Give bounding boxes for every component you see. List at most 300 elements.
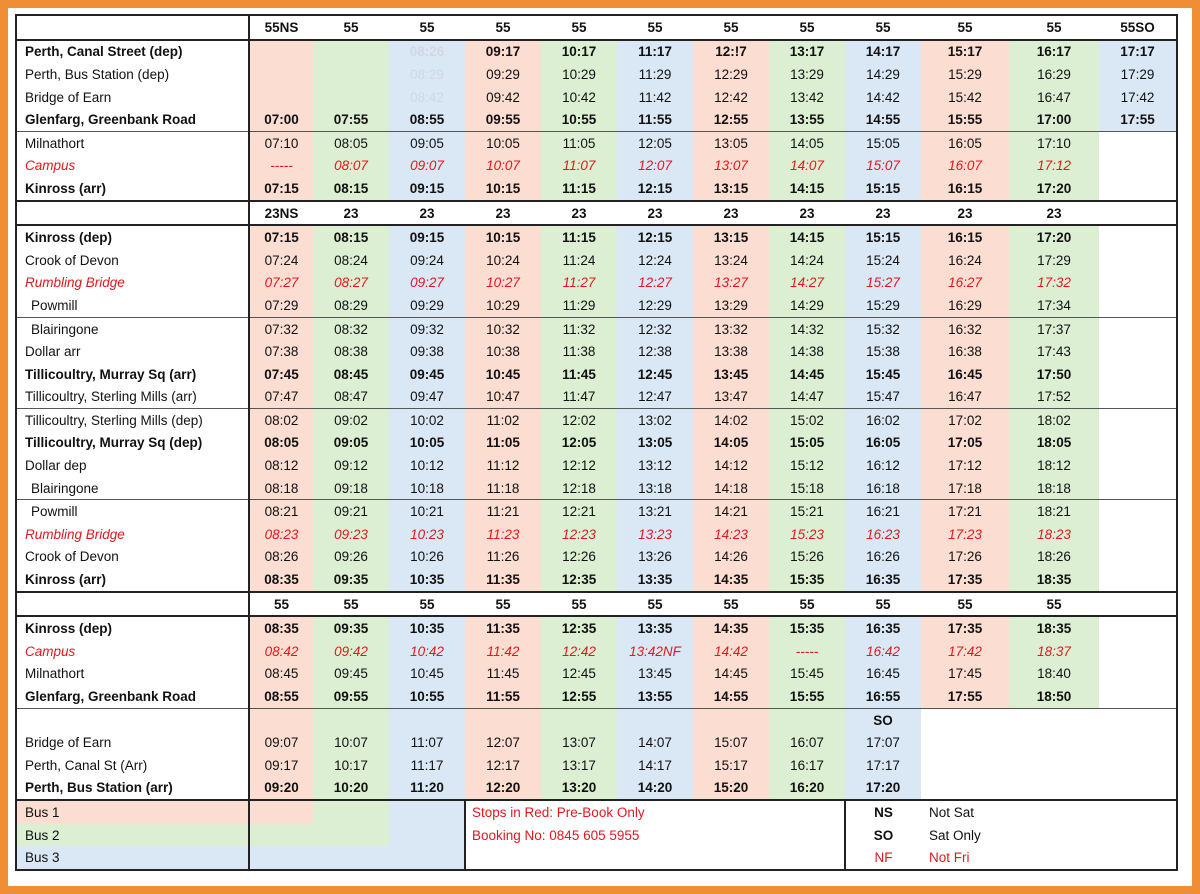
- departure-time: 15:02: [769, 409, 845, 432]
- departure-time: -----: [769, 640, 845, 663]
- departure-time: [313, 63, 389, 86]
- departure-time: [1099, 386, 1177, 409]
- departure-time: 13:23: [617, 523, 693, 546]
- departure-time: 17:23: [921, 523, 1009, 546]
- departure-time: 16:17: [1009, 40, 1099, 64]
- departure-time: 08:38: [313, 340, 389, 363]
- departure-time: 17:52: [1009, 386, 1099, 409]
- departure-time: 17:10: [1009, 131, 1099, 154]
- departure-time: 11:38: [541, 340, 617, 363]
- departure-time: 18:02: [1009, 409, 1099, 432]
- departure-time: [1099, 777, 1177, 801]
- departure-time: 12:29: [693, 63, 769, 86]
- route-number: 23: [921, 201, 1009, 226]
- departure-time: 10:02: [389, 409, 465, 432]
- departure-time: 11:35: [465, 616, 541, 640]
- timetable-row: [16, 40, 1177, 64]
- stop-name: Blairingone: [16, 477, 249, 500]
- section-header-row: [16, 15, 1177, 40]
- departure-time: [1099, 616, 1177, 640]
- departure-time: 17:29: [1099, 63, 1177, 86]
- departure-time: 09:20: [249, 777, 313, 801]
- departure-time: 18:35: [1009, 568, 1099, 592]
- stop-name: Tillicoultry, Sterling Mills (dep): [16, 409, 249, 432]
- legend-meaning: Not Fri: [929, 850, 970, 866]
- departure-time: 07:15: [249, 177, 313, 201]
- legend-code: NF: [874, 850, 893, 866]
- departure-time: 16:35: [845, 568, 921, 592]
- departure-time: 11:20: [389, 777, 465, 801]
- departure-time: 07:00: [249, 108, 313, 131]
- departure-time: 09:35: [313, 616, 389, 640]
- departure-time: 15:45: [845, 363, 921, 386]
- departure-time: 09:05: [389, 131, 465, 154]
- stop-name: Campus: [16, 155, 249, 178]
- stop-name: Dollar arr: [16, 340, 249, 363]
- departure-time: 16:07: [921, 155, 1009, 178]
- stop-name: Glenfarg, Greenbank Road: [16, 685, 249, 708]
- departure-time: 12:35: [541, 568, 617, 592]
- departure-time: 14:26: [693, 546, 769, 569]
- departure-time: 10:45: [389, 663, 465, 686]
- timetable-row: [16, 249, 1177, 272]
- departure-time: 15:05: [769, 432, 845, 455]
- departure-time: 13:07: [541, 731, 617, 754]
- timetable-row: [16, 386, 1177, 409]
- departure-time: 10:17: [541, 40, 617, 64]
- departure-time: 18:05: [1009, 432, 1099, 455]
- legend-meaning: Not Sat: [921, 800, 1177, 824]
- section-header-row: [16, 201, 1177, 226]
- departure-time: 08:42: [389, 86, 465, 109]
- departure-time: 14:05: [693, 432, 769, 455]
- departure-time: 10:55: [541, 108, 617, 131]
- departure-time: 14:15: [769, 225, 845, 249]
- departure-time: 15:29: [921, 63, 1009, 86]
- departure-time: 11:26: [465, 546, 541, 569]
- departure-time: 09:42: [313, 640, 389, 663]
- legend-row: [16, 846, 1177, 870]
- departure-time: 12:17: [465, 754, 541, 777]
- departure-time: [1099, 523, 1177, 546]
- departure-time: 13:05: [693, 131, 769, 154]
- departure-time: 13:18: [617, 477, 693, 500]
- departure-time: [1009, 777, 1099, 801]
- route-number: 55: [1009, 15, 1099, 40]
- departure-time: 11:55: [617, 108, 693, 131]
- departure-time: 10:05: [465, 131, 541, 154]
- route-number: 23NS: [249, 201, 313, 226]
- departure-time: 15:18: [769, 477, 845, 500]
- departure-time: 17:18: [921, 477, 1009, 500]
- route-number: 55: [389, 592, 465, 617]
- departure-time: 07:10: [249, 131, 313, 154]
- departure-time: 15:17: [693, 754, 769, 777]
- departure-time: 10:27: [465, 272, 541, 295]
- departure-time: 12:05: [617, 131, 693, 154]
- departure-time: 13:12: [617, 454, 693, 477]
- stop-name: Tillicoultry, Murray Sq (arr): [16, 363, 249, 386]
- section-header-row: [16, 592, 1177, 617]
- departure-time: 13:26: [617, 546, 693, 569]
- departure-time: 15:12: [769, 454, 845, 477]
- departure-time: 08:24: [313, 249, 389, 272]
- timetable-row: [16, 477, 1177, 500]
- departure-time: 15:07: [845, 155, 921, 178]
- route-number: 55SO: [1099, 15, 1177, 40]
- departure-time: 14:55: [845, 108, 921, 131]
- departure-time: 07:32: [249, 317, 313, 340]
- departure-time: 15:07: [693, 731, 769, 754]
- departure-time: 16:38: [921, 340, 1009, 363]
- departure-time: 17:17: [1099, 40, 1177, 64]
- route-number: [1099, 201, 1177, 226]
- departure-time: 13:17: [769, 40, 845, 64]
- departure-time: [1099, 294, 1177, 317]
- departure-time: [1099, 454, 1177, 477]
- departure-time: 17:05: [921, 432, 1009, 455]
- departure-time: 11:29: [617, 63, 693, 86]
- bus-color-swatch: [389, 824, 465, 847]
- timetable-row: [16, 177, 1177, 201]
- timetable-row: [16, 409, 1177, 432]
- departure-time: 13:55: [617, 685, 693, 708]
- departure-time: 17:20: [1009, 177, 1099, 201]
- departure-time: 09:12: [313, 454, 389, 477]
- departure-time: 17:37: [1009, 317, 1099, 340]
- departure-time: 16:35: [845, 616, 921, 640]
- departure-time: [1099, 708, 1177, 731]
- departure-time: 08:18: [249, 477, 313, 500]
- departure-time: [921, 777, 1009, 801]
- departure-time: 14:45: [693, 663, 769, 686]
- departure-time: [313, 86, 389, 109]
- departure-time: 15:55: [769, 685, 845, 708]
- timetable-row: [16, 523, 1177, 546]
- departure-time: [1009, 708, 1099, 731]
- departure-time: 17:55: [1099, 108, 1177, 131]
- departure-time: 08:45: [249, 663, 313, 686]
- departure-time: 12:32: [617, 317, 693, 340]
- departure-time: 15:42: [921, 86, 1009, 109]
- departure-time: 08:45: [313, 363, 389, 386]
- departure-time: 09:02: [313, 409, 389, 432]
- departure-time: 08:05: [249, 432, 313, 455]
- departure-time: [249, 708, 313, 731]
- departure-time: 17:20: [1009, 225, 1099, 249]
- timetable-row: [16, 432, 1177, 455]
- departure-time: 11:27: [541, 272, 617, 295]
- timetable-row: [16, 294, 1177, 317]
- departure-time: 11:42: [617, 86, 693, 109]
- departure-time: 09:47: [389, 386, 465, 409]
- departure-time: 13:35: [617, 568, 693, 592]
- departure-time: 12:27: [617, 272, 693, 295]
- departure-time: 17:43: [1009, 340, 1099, 363]
- departure-time: 09:29: [465, 63, 541, 86]
- route-number: 23: [693, 201, 769, 226]
- departure-time: 16:15: [921, 225, 1009, 249]
- departure-time: 14:23: [693, 523, 769, 546]
- departure-time: 12:02: [541, 409, 617, 432]
- departure-time: 13:45: [617, 663, 693, 686]
- departure-time: 15:35: [769, 568, 845, 592]
- departure-time: 12:05: [541, 432, 617, 455]
- timetable-row: [16, 708, 1177, 731]
- bus-color-swatch: [249, 800, 313, 824]
- timetable-row: [16, 225, 1177, 249]
- departure-time: 08:02: [249, 409, 313, 432]
- departure-time: 11:21: [465, 500, 541, 523]
- departure-time: 09:23: [313, 523, 389, 546]
- departure-time: 17:12: [921, 454, 1009, 477]
- departure-time: 16:45: [921, 363, 1009, 386]
- departure-time: 17:29: [1009, 249, 1099, 272]
- departure-time: 12:07: [465, 731, 541, 754]
- departure-time: 13:07: [693, 155, 769, 178]
- departure-time: 08:23: [249, 523, 313, 546]
- departure-time: 16:21: [845, 500, 921, 523]
- departure-time: 18:12: [1009, 454, 1099, 477]
- departure-time: 10:20: [313, 777, 389, 801]
- departure-time: 11:02: [465, 409, 541, 432]
- departure-time: [1099, 500, 1177, 523]
- departure-time: 16:23: [845, 523, 921, 546]
- departure-time: 11:07: [541, 155, 617, 178]
- departure-time: 08:21: [249, 500, 313, 523]
- departure-time: 11:05: [541, 131, 617, 154]
- departure-time: 08:35: [249, 616, 313, 640]
- departure-time: 13:02: [617, 409, 693, 432]
- departure-time: 11:23: [465, 523, 541, 546]
- departure-time: 12:42: [541, 640, 617, 663]
- departure-time: 10:29: [541, 63, 617, 86]
- departure-time: [1099, 155, 1177, 178]
- departure-time: [1099, 340, 1177, 363]
- departure-time: 16:12: [845, 454, 921, 477]
- departure-time: SO: [845, 708, 921, 731]
- stop-name: Rumbling Bridge: [16, 272, 249, 295]
- departure-time: 14:35: [693, 616, 769, 640]
- stop-name: Kinross (dep): [16, 616, 249, 640]
- departure-time: 10:38: [465, 340, 541, 363]
- departure-time: 18:40: [1009, 663, 1099, 686]
- departure-time: 12:29: [617, 294, 693, 317]
- departure-time: 15:21: [769, 500, 845, 523]
- departure-time: 14:55: [693, 685, 769, 708]
- departure-time: 09:17: [465, 40, 541, 64]
- departure-time: 12:15: [617, 225, 693, 249]
- route-number: 23: [465, 201, 541, 226]
- departure-time: 15:15: [845, 177, 921, 201]
- stop-name: Kinross (dep): [16, 225, 249, 249]
- departure-time: 12:20: [465, 777, 541, 801]
- departure-time: 14:42: [845, 86, 921, 109]
- departure-time: 15:47: [845, 386, 921, 409]
- departure-time: 14:15: [769, 177, 845, 201]
- departure-time: [921, 731, 1009, 754]
- departure-time: [1099, 731, 1177, 754]
- departure-time: -----: [249, 155, 313, 178]
- departure-time: 09:32: [389, 317, 465, 340]
- departure-time: 14:45: [769, 363, 845, 386]
- timetable-row: [16, 363, 1177, 386]
- departure-time: 12:55: [693, 108, 769, 131]
- timetable-row: [16, 777, 1177, 801]
- departure-time: 14:35: [693, 568, 769, 592]
- route-number: 23: [313, 201, 389, 226]
- legend-row: [16, 800, 1177, 824]
- booking-note: Stops in Red: Pre-Book Only: [465, 800, 845, 824]
- departure-time: 11:17: [617, 40, 693, 64]
- departure-time: 12:12: [541, 454, 617, 477]
- departure-time: [693, 708, 769, 731]
- legend-code: NS: [845, 800, 921, 824]
- departure-time: [1099, 663, 1177, 686]
- departure-time: 11:15: [541, 225, 617, 249]
- departure-time: 12:!7: [693, 40, 769, 64]
- departure-time: [249, 63, 313, 86]
- departure-time: 13:45: [693, 363, 769, 386]
- departure-time: 16:07: [769, 731, 845, 754]
- departure-time: 10:26: [389, 546, 465, 569]
- departure-time: 16:15: [921, 177, 1009, 201]
- departure-time: 12:26: [541, 546, 617, 569]
- route-number: 55: [249, 592, 313, 617]
- route-number: 55: [465, 592, 541, 617]
- departure-time: 13:05: [617, 432, 693, 455]
- departure-time: [313, 708, 389, 731]
- route-number: 55: [693, 15, 769, 40]
- route-number: [1099, 592, 1177, 617]
- departure-time: 11:05: [465, 432, 541, 455]
- departure-time: 14:12: [693, 454, 769, 477]
- departure-time: 14:17: [845, 40, 921, 64]
- timetable-row: [16, 317, 1177, 340]
- timetable-row: [16, 568, 1177, 592]
- departure-time: 13:29: [693, 294, 769, 317]
- departure-time: 08:29: [389, 63, 465, 86]
- departure-time: 11:29: [541, 294, 617, 317]
- departure-time: 17:02: [921, 409, 1009, 432]
- departure-time: 11:17: [389, 754, 465, 777]
- departure-time: 07:55: [313, 108, 389, 131]
- departure-time: 13:15: [693, 177, 769, 201]
- route-number: 55: [541, 15, 617, 40]
- timetable-row: [16, 754, 1177, 777]
- departure-time: 07:38: [249, 340, 313, 363]
- stop-name: Milnathort: [16, 663, 249, 686]
- departure-time: 10:05: [389, 432, 465, 455]
- departure-time: 13:42: [769, 86, 845, 109]
- departure-time: 10:29: [465, 294, 541, 317]
- route-number: 55: [921, 15, 1009, 40]
- departure-time: 09:05: [313, 432, 389, 455]
- stop-name: Campus: [16, 640, 249, 663]
- departure-time: 15:55: [921, 108, 1009, 131]
- departure-time: [1099, 317, 1177, 340]
- departure-time: 10:21: [389, 500, 465, 523]
- departure-time: 13:20: [541, 777, 617, 801]
- departure-time: [1099, 249, 1177, 272]
- timetable-row: [16, 731, 1177, 754]
- departure-time: 15:20: [693, 777, 769, 801]
- departure-time: 11:07: [389, 731, 465, 754]
- departure-time: 12:07: [617, 155, 693, 178]
- departure-time: 17:32: [1009, 272, 1099, 295]
- departure-time: [1099, 131, 1177, 154]
- route-number: 55: [313, 592, 389, 617]
- timetable-row: [16, 685, 1177, 708]
- departure-time: 08:35: [249, 568, 313, 592]
- departure-time: 16:45: [845, 663, 921, 686]
- departure-time: 13:47: [693, 386, 769, 409]
- departure-time: 11:45: [465, 663, 541, 686]
- departure-time: 10:15: [465, 225, 541, 249]
- departure-time: 11:55: [465, 685, 541, 708]
- departure-time: 17:20: [845, 777, 921, 801]
- departure-time: 18:50: [1009, 685, 1099, 708]
- departure-time: 12:15: [617, 177, 693, 201]
- route-number: 55: [845, 15, 921, 40]
- stop-name: Kinross (arr): [16, 177, 249, 201]
- departure-time: [617, 708, 693, 731]
- departure-time: [1099, 272, 1177, 295]
- departure-time: 12:38: [617, 340, 693, 363]
- timetable-row: [16, 340, 1177, 363]
- departure-time: 10:45: [465, 363, 541, 386]
- departure-time: 16:47: [1009, 86, 1099, 109]
- departure-time: [769, 708, 845, 731]
- departure-time: 17:42: [1099, 86, 1177, 109]
- departure-time: [1009, 731, 1099, 754]
- departure-time: 16:05: [845, 432, 921, 455]
- departure-time: 16:26: [845, 546, 921, 569]
- departure-time: 08:55: [249, 685, 313, 708]
- stop-column-header: [16, 201, 249, 226]
- departure-time: 16:18: [845, 477, 921, 500]
- departure-time: 10:17: [313, 754, 389, 777]
- timetable-row: [16, 272, 1177, 295]
- departure-time: [1099, 409, 1177, 432]
- departure-time: 14:02: [693, 409, 769, 432]
- departure-time: 10:07: [465, 155, 541, 178]
- departure-time: 13:21: [617, 500, 693, 523]
- departure-time: [1099, 225, 1177, 249]
- departure-time: 13:32: [693, 317, 769, 340]
- departure-time: 15:23: [769, 523, 845, 546]
- departure-time: 14:47: [769, 386, 845, 409]
- departure-time: 14:17: [617, 754, 693, 777]
- departure-time: 09:07: [389, 155, 465, 178]
- departure-time: 15:29: [845, 294, 921, 317]
- departure-time: 08:26: [389, 40, 465, 64]
- departure-time: [1099, 432, 1177, 455]
- departure-time: 09:07: [249, 731, 313, 754]
- timetable-row: [16, 663, 1177, 686]
- departure-time: 14:24: [769, 249, 845, 272]
- departure-time: 17:07: [845, 731, 921, 754]
- departure-time: [1099, 568, 1177, 592]
- departure-time: 17:35: [921, 568, 1009, 592]
- departure-time: 11:47: [541, 386, 617, 409]
- departure-time: 17:34: [1009, 294, 1099, 317]
- departure-time: 17:12: [1009, 155, 1099, 178]
- timetable-row: [16, 546, 1177, 569]
- departure-time: 15:35: [769, 616, 845, 640]
- bus-legend-label: Bus 2: [16, 824, 249, 847]
- departure-time: 14:38: [769, 340, 845, 363]
